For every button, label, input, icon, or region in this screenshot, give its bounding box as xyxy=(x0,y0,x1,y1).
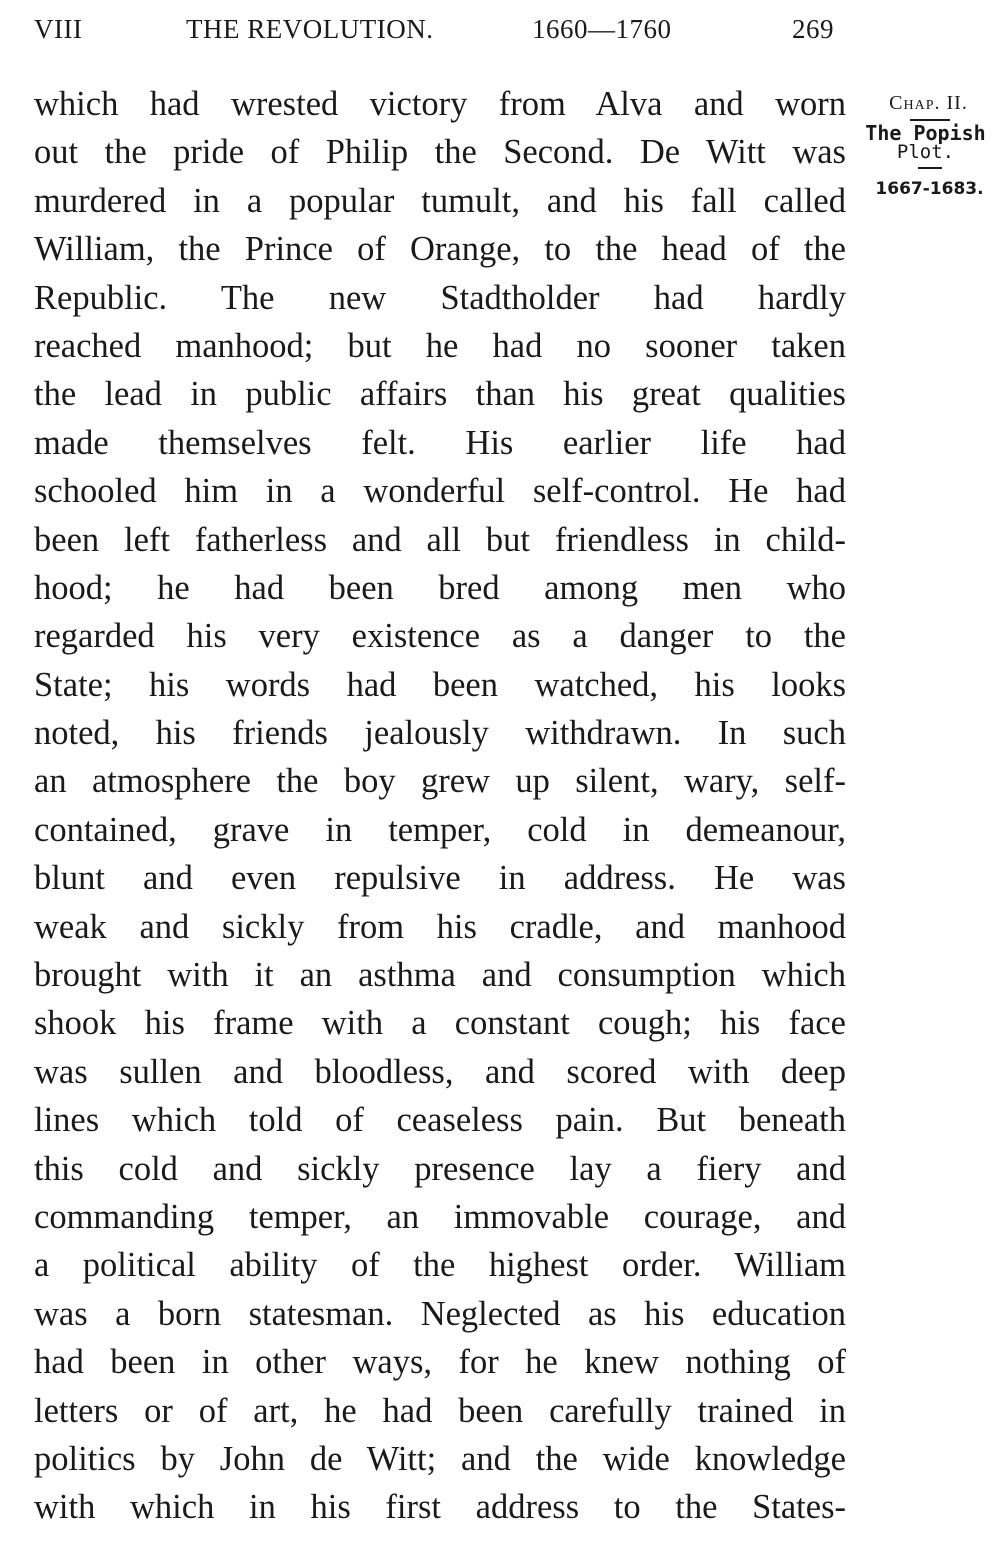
running-head-chapter: VIII xyxy=(34,14,83,44)
text-line: lines which told of ceaseless pain. But beneath xyxy=(34,1101,846,1140)
text-line: weak and sickly from his cradle, and manhood xyxy=(34,907,846,946)
text-line: politics by John de Witt; and the wide knowledge xyxy=(34,1439,846,1478)
text-line: schooled him in a wonderful self-control. He had xyxy=(34,472,846,511)
margin-note-topic: The Popish xyxy=(865,121,986,145)
text-line: out the pride of Philip the Second. De Witt was xyxy=(34,133,846,172)
text-line: regarded his very existence as a danger to the xyxy=(34,617,846,656)
running-head-title: THE REVOLUTION. xyxy=(186,14,434,44)
text-line: been left fatherless and all but friendless in child- xyxy=(34,520,846,559)
running-head-years: 1660—1760 xyxy=(532,14,672,44)
margin-note-divider xyxy=(918,167,942,169)
text-line: made themselves felt. His earlier life had xyxy=(34,423,846,462)
text-line: noted, his friends jealously withdrawn. In such xyxy=(34,714,846,753)
text-line: contained, grave in temper, cold in demeanour, xyxy=(34,810,846,849)
running-head xyxy=(0,10,1000,50)
text-line: an atmosphere the boy grew up silent, wary, self- xyxy=(34,762,846,801)
text-line: murdered in a popular tumult, and his fall called xyxy=(34,181,846,220)
margin-note-topic-continued: Plot. xyxy=(896,141,955,163)
text-line: reached manhood; but he had no sooner taken xyxy=(34,326,846,365)
text-line: this cold and sickly presence lay a fiery and xyxy=(34,1149,846,1188)
margin-note xyxy=(858,92,993,199)
margin-note-dates: 1667-1683. xyxy=(875,179,984,199)
text-line: had been in other ways, for he knew nothing of xyxy=(34,1343,846,1382)
text-line: William, the Prince of Orange, to the head of the xyxy=(34,230,846,269)
text-line: State; his words had been watched, his looks xyxy=(34,665,846,704)
page-number: 269 xyxy=(792,14,834,44)
text-line: letters or of art, he had been carefully trained in xyxy=(34,1391,846,1430)
text-line: shook his frame with a constant cough; his face xyxy=(34,1004,846,1043)
text-line: with which in his first address to the States- xyxy=(34,1488,846,1527)
text-line: a political ability of the highest order. William xyxy=(34,1246,846,1285)
text-line: the lead in public affairs than his great qualities xyxy=(34,375,846,414)
text-line: which had wrested victory from Alva and worn xyxy=(34,85,846,123)
text-line: blunt and even repulsive in address. He was xyxy=(34,859,846,898)
text-line: was a born statesman. Neglected as his education xyxy=(34,1294,846,1333)
text-line: commanding temper, an immovable courage, and xyxy=(34,1197,846,1236)
body-text xyxy=(34,80,846,1532)
margin-note-rule xyxy=(910,119,950,121)
text-line: brought with it an asthma and consumption which xyxy=(34,956,846,995)
text-line: hood; he had been bred among men who xyxy=(34,568,846,607)
text-line: Republic. The new Stadtholder had hardly xyxy=(34,278,846,317)
text-line: was sullen and bloodless, and scored with deep xyxy=(34,1052,846,1091)
margin-note-chapter: Chap. II. xyxy=(889,92,968,114)
